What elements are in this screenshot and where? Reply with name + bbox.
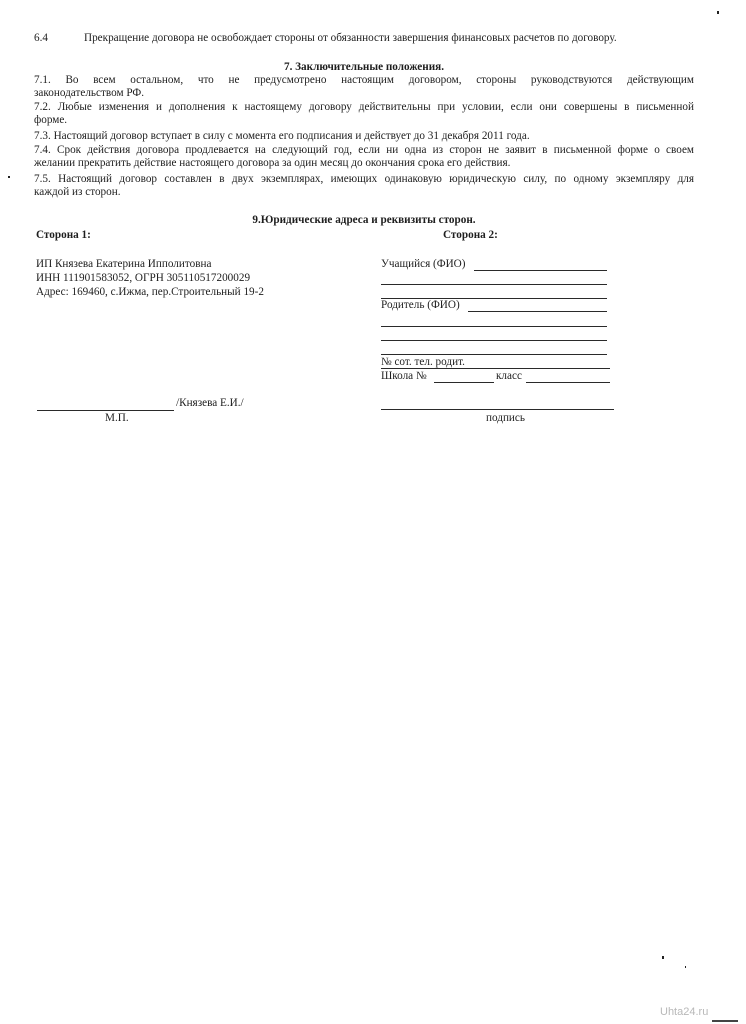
parent-label: Родитель (ФИО) <box>381 299 460 311</box>
clause-7-4-line-1: 7.4. Срок действия договора продлевается на следующий год, если ни одна из сторон не заявит в письменной форме о своем <box>34 144 694 156</box>
party-1-address: Адрес: 169460, с.Ижма, пер.Строительный 19-2 <box>36 286 264 298</box>
class-line <box>526 382 610 383</box>
party-1-inn: ИНН 111901583052, ОГРН 305110517200029 <box>36 272 251 284</box>
party-1-name: ИП Князева Екатерина Ипполитовна <box>36 258 212 270</box>
school-label: Школа № <box>381 370 427 382</box>
section-9-title: 9.Юридические адреса и реквизиты сторон. <box>252 214 476 226</box>
parent-line-3 <box>381 340 607 341</box>
school-line <box>434 382 494 383</box>
parent-line-4 <box>381 354 607 355</box>
clause-7-5-line-1: 7.5. Настоящий договор составлен в двух экземплярах, имеющих одинаковую юридическую силу, по одному экземпляру для <box>34 173 694 185</box>
clause-7-1-line-1: 7.1. Во всем остальном, что не предусмотрено настоящим договором, стороны руководствуются действующим <box>34 74 694 86</box>
class-label: класс <box>496 370 522 382</box>
party-1-signature-line <box>37 410 174 411</box>
clause-7-4-line-2: желании прекратить действие настоящего договора за один месяц до окончания срока его действия. <box>34 157 511 169</box>
clause-7-2-line-1: 7.2. Любые изменения и дополнения к настоящему договору действительны при условии, если они совершены в письменной <box>34 101 694 113</box>
scan-speck <box>717 11 719 14</box>
party-1-signature-name: /Князева Е.И./ <box>176 397 244 409</box>
clause-7-3: 7.3. Настоящий договор вступает в силу с момента его подписания и действует до 31 декабря 2011 года. <box>34 130 530 142</box>
party-1-heading: Сторона 1: <box>36 229 91 241</box>
scan-speck <box>685 966 686 968</box>
watermark: Uhta24.ru <box>660 1006 709 1018</box>
party-1-stamp-label: М.П. <box>105 412 129 424</box>
party-2-signature-label: подпись <box>486 412 525 424</box>
student-label: Учащийся (ФИО) <box>381 258 466 270</box>
party-2-signature-line <box>381 409 614 410</box>
clause-6-4-text: Прекращение договора не освобождает стороны от обязанности завершения финансовых расчетов по договору. <box>84 32 617 44</box>
scan-speck <box>8 176 10 178</box>
student-line-2 <box>381 284 607 285</box>
clause-7-2-line-2: форме. <box>34 114 68 126</box>
parent-line-2 <box>381 326 607 327</box>
clause-7-1-line-2: законодательством РФ. <box>34 87 144 99</box>
corner-mark <box>712 1020 738 1022</box>
phone-line <box>381 368 610 369</box>
student-line-1 <box>474 270 607 271</box>
party-2-heading: Сторона 2: <box>443 229 498 241</box>
phone-label: № сот. тел. родит. <box>381 356 465 368</box>
clause-7-5-line-2: каждой из сторон. <box>34 186 121 198</box>
clause-6-4-number: 6.4 <box>34 32 48 44</box>
parent-line-1 <box>468 311 607 312</box>
scan-speck <box>662 956 664 959</box>
section-7-title: 7. Заключительные положения. <box>283 61 445 73</box>
